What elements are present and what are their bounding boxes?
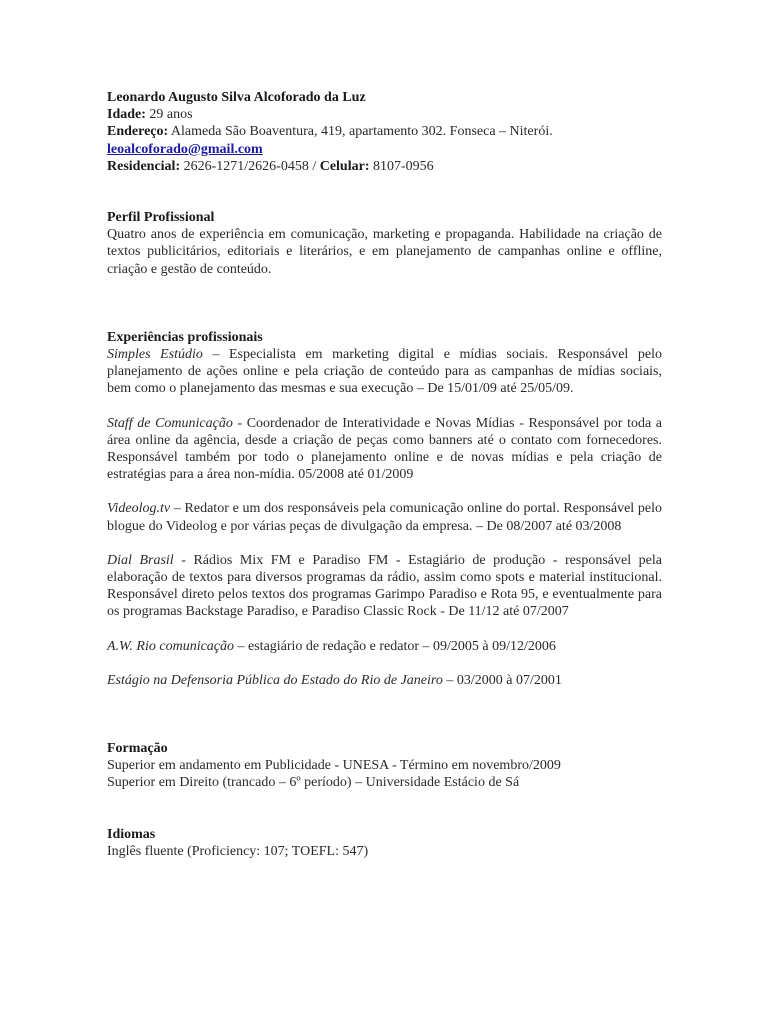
experience-heading: Experiências profissionais bbox=[107, 329, 263, 345]
age-label: Idade: bbox=[107, 107, 146, 123]
profile-heading: Perfil Profissional bbox=[107, 210, 215, 226]
profile-text: Quatro anos de experiência em comunicação, marketing e propaganda. Habilidade na criação de textos publicitários, editoriais e literários, e em planejamento de campanhas online e offline, criação e gestão de conteúdo. bbox=[107, 227, 662, 277]
resume-document bbox=[107, 89, 662, 860]
experience-entry bbox=[107, 500, 662, 534]
company-name: Simples Estúdio bbox=[107, 347, 203, 363]
experience-description: – Redator e um dos responsáveis pela comunicação online do portal. Responsável pelo blogue do Videolog e por várias peças de divulgação da empresa. – De 08/2007 até 03/2008 bbox=[107, 501, 662, 534]
experience-entry bbox=[107, 552, 662, 621]
address-value: Alameda São Boaventura, 419, apartamento 302. Fonseca – Niterói. bbox=[170, 124, 553, 140]
language-item: Inglês fluente (Proficiency: 107; TOEFL: 547) bbox=[107, 843, 369, 859]
address-label: Endereço: bbox=[107, 124, 169, 140]
company-name: Videolog.tv bbox=[107, 501, 171, 517]
address-line bbox=[107, 123, 662, 140]
experience-description: - Coordenador de Interatividade e Novas Mídias - Responsável por toda a área online da agência, desde a criação de peças como banners até o contato com fornecedores. Responsável também por todo o planejamento online e de novas mídias e pela criação de estratégias para a área non-mídia. 05/2008 até 01/2009 bbox=[107, 415, 662, 483]
experience-description: - Rádios Mix FM e Paradiso FM - Estagiário de produção - responsável pela elaboração de textos para diversos programas da rádio, assim como spots e material institucional. Responsável direto pelos textos dos programas Garimpo Paradiso e Rota 95, e eventualmente para os programas Backstage Paradiso, e Paradiso Classic Rock - De 11/12 até 07/2007 bbox=[107, 552, 662, 620]
education-heading: Formação bbox=[107, 741, 168, 757]
home-phone-value: 2626-1271/2626-0458 / bbox=[183, 158, 320, 174]
education-item: Superior em andamento em Publicidade - UNESA - Término em novembro/2009 bbox=[107, 758, 561, 774]
experience-description: – Especialista em marketing digital e mídias sociais. Responsável pelo planejamento de ações online e pela criação de conteúdo para as campanhas de mídias sociais, bem como o planejamento das mesmas e sua execução – De 15/01/09 até 25/05/09. bbox=[107, 347, 662, 397]
education-item: Superior em Direito (trancado – 6º período) – Universidade Estácio de Sá bbox=[107, 775, 520, 791]
company-name: A.W. Rio comunicação bbox=[107, 638, 235, 654]
mobile-phone-value: 8107-0956 bbox=[372, 158, 434, 174]
experience-entry bbox=[107, 638, 662, 655]
experience-entry bbox=[107, 415, 662, 484]
age-value: 29 anos bbox=[149, 107, 193, 123]
company-name: Staff de Comunicação bbox=[107, 415, 233, 431]
company-name: Estágio na Defensoria Pública do Estado do Rio de Janeiro bbox=[107, 672, 443, 688]
experience-entry bbox=[107, 672, 662, 689]
person-name: Leonardo Augusto Silva Alcoforado da Luz bbox=[107, 90, 366, 105]
experience-description: – estagiário de redação e redator – 09/2005 à 09/12/2006 bbox=[234, 638, 556, 654]
experience-entry bbox=[107, 346, 662, 398]
experience-description: – 03/2000 à 07/2001 bbox=[442, 672, 562, 688]
email-link[interactable]: leoalcoforado@gmail.com bbox=[107, 141, 263, 157]
age-line bbox=[107, 106, 662, 123]
home-phone-label: Residencial: bbox=[107, 158, 181, 174]
languages-heading: Idiomas bbox=[107, 826, 156, 842]
mobile-phone-label: Celular: bbox=[319, 158, 370, 174]
phone-line bbox=[107, 158, 662, 175]
email-line bbox=[107, 141, 662, 158]
company-name: Dial Brasil bbox=[107, 552, 174, 568]
